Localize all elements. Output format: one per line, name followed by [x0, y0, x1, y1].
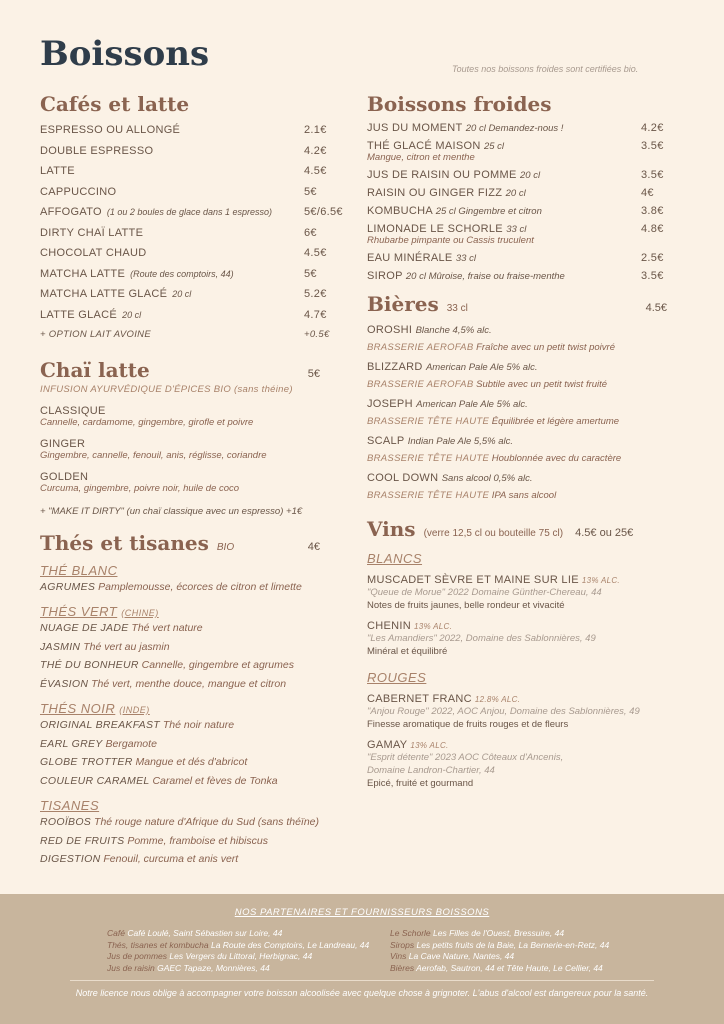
tea-name: GLOBE TROTTER — [40, 756, 133, 768]
item-detail: 20 cl Demandez-nous ! — [465, 123, 564, 134]
tea-group-origin: (CHINE) — [121, 608, 159, 618]
beer-item — [367, 324, 667, 353]
tea-item — [40, 578, 360, 597]
item-detail: (1 ou 2 boules de glace dans 1 espresso) — [106, 207, 272, 217]
item-line — [367, 122, 641, 134]
beer-brewery: BRASSERIE AEROFAB — [367, 342, 474, 353]
item-detail: 25 cl Gingembre et citron — [435, 206, 542, 217]
menu-item — [367, 140, 667, 163]
beer-style: American Pale Ale 5% alc. — [425, 362, 538, 373]
item-name — [40, 120, 304, 141]
item-label: CHOCOLAT CHAUD — [40, 247, 147, 259]
wine-name — [367, 574, 667, 586]
tea-name: ROOÏBOS — [40, 816, 92, 828]
item-name — [367, 122, 641, 134]
item-price: 4.2€ — [304, 144, 327, 157]
chai-name: GOLDEN — [40, 470, 89, 483]
menu-item — [40, 202, 360, 223]
chai-desc: Cannelle, cardamome, gingembre, girofle et poivre — [40, 416, 254, 428]
menu-item — [367, 223, 667, 246]
beer-taste: Houblonnée avec du caractère — [491, 453, 622, 464]
tea-desc: Thé rouge nature d'Afrique du Sud (sans théïne) — [94, 816, 320, 828]
tea-desc: Thé noir nature — [162, 719, 235, 731]
menu-item — [367, 122, 667, 134]
partner-name: La Route des Comptoirs, Le Landreau, 44 — [210, 939, 370, 950]
item-name — [367, 140, 641, 163]
item-price: 6€ — [304, 226, 317, 239]
beer-taste: IPA sans alcool — [491, 490, 557, 501]
tea-desc: Thé vert au jasmin — [83, 640, 170, 653]
beer-taste: Équilibrée et légère amertume — [491, 416, 620, 427]
partner-category: Jus de raisin — [107, 962, 155, 973]
right-column — [367, 92, 667, 790]
wine-label: GAMAY — [367, 739, 408, 751]
item-label: MATCHA LATTE GLACÉ — [40, 288, 168, 300]
beer-brewery-line — [367, 416, 667, 427]
tea-group-title — [40, 604, 360, 619]
item-line — [367, 223, 641, 235]
footer-divider — [70, 980, 654, 981]
tea-name: EARL GREY — [40, 737, 103, 750]
partners-footer — [0, 894, 724, 1024]
wine-item — [367, 620, 667, 658]
tea-name: DIGESTION — [40, 853, 101, 865]
item-price: 4.8€ — [641, 223, 664, 235]
wine-alcohol: 12.8% ALC. — [474, 695, 521, 704]
wine-alcohol: 13% ALC. — [413, 622, 453, 631]
tea-desc: Pamplemousse, écorces de citron et limette — [98, 580, 302, 593]
tea-desc: Caramel et fèves de Tonka — [152, 774, 278, 787]
item-detail: 33 cl — [506, 224, 527, 235]
menu-item — [40, 141, 360, 162]
item-name — [40, 325, 304, 346]
chai-desc: Curcuma, gingembre, poivre noir, huile de coco — [40, 482, 240, 494]
tea-item — [40, 753, 360, 772]
partner-category: Jus de pommes — [107, 951, 167, 961]
item-detail: 25 cl — [483, 141, 505, 152]
beer-name — [367, 435, 667, 447]
tea-item — [40, 675, 360, 694]
vins-list — [367, 551, 667, 790]
wine-alcohol: 13% ALC. — [581, 576, 620, 585]
wine-label: CABERNET FRANC — [367, 693, 472, 705]
beer-style: Indian Pale Ale 5,5% alc. — [407, 436, 514, 447]
item-price: 3.5€ — [641, 169, 664, 181]
partner-name: GAEC Tapaze, Monnières, 44 — [157, 962, 270, 973]
beer-brewery-line — [367, 490, 667, 501]
wine-name — [367, 739, 667, 751]
partner-name: Les Filles de l'Ouest, Bressuire, 44 — [433, 928, 565, 938]
menu-item — [40, 182, 360, 203]
tea-item — [40, 832, 360, 851]
page-title: Boissons — [40, 34, 210, 74]
tea-desc: Mangue et dés d'abricot — [135, 756, 248, 768]
menu-item — [40, 284, 360, 305]
tea-group-label: THÉS NOIR — [40, 701, 116, 716]
partner-row — [107, 940, 390, 952]
item-detail: (Route des comptoirs, 44) — [130, 268, 234, 279]
partner-row — [390, 951, 673, 963]
wine-origin: "Les Amandiers" 2022, Domaine des Sablonnières, 49 — [367, 633, 596, 644]
menu-item — [40, 325, 360, 346]
item-label: AFFOGATO — [40, 206, 102, 218]
item-label: THÉ GLACÉ MAISON — [367, 140, 481, 152]
tea-item — [40, 656, 360, 675]
item-line — [367, 205, 641, 217]
beer-brewery-line — [367, 453, 667, 464]
beer-label: BLIZZARD — [367, 361, 423, 373]
item-name — [40, 182, 304, 203]
item-name — [40, 264, 304, 285]
item-detail: 33 cl — [455, 253, 476, 264]
tea-item — [40, 850, 360, 869]
thes-heading: Thés et tisanes BIO 4€ — [40, 530, 320, 555]
bieres-size: 33 cl — [446, 303, 468, 314]
tea-name: NUAGE DE JADE — [40, 622, 129, 634]
item-label: RAISIN OU GINGER FIZZ — [367, 187, 503, 199]
item-detail: 20 cl — [122, 309, 142, 320]
wine-group-title: ROUGES — [367, 670, 427, 685]
beer-brewery: BRASSERIE TÊTE HAUTE — [367, 490, 490, 501]
item-label: JUS DU MOMENT — [367, 122, 463, 134]
beer-taste: Subtile avec un petit twist fruité — [476, 379, 608, 390]
wine-taste: Notes de fruits jaunes, belle rondeur et vivacité — [367, 600, 565, 611]
wine-origin: "Esprit détente" 2023 AOC Côteaux d'Ancenis, — [367, 752, 564, 763]
tea-name: THÉ DU BONHEUR — [40, 659, 139, 671]
beer-taste: Fraîche avec un petit twist poivré — [476, 342, 615, 353]
item-label: + OPTION LAIT AVOINE — [40, 329, 151, 340]
item-desc: Rhubarbe pimpante ou Cassis truculent — [367, 235, 534, 246]
tea-item — [40, 735, 360, 754]
item-label: LATTE — [40, 165, 75, 177]
wine-item — [367, 693, 667, 731]
thes-list — [40, 563, 360, 869]
menu-item — [367, 270, 667, 282]
beer-style: Blanche 4,5% alc. — [415, 325, 492, 336]
chai-name: CLASSIQUE — [40, 404, 106, 417]
tea-desc: Pomme, framboise et hibiscus — [127, 834, 268, 847]
partner-name: Aerofab, Sautron, 44 et Tête Haute, Le Cellier, 44 — [416, 962, 603, 973]
item-price: 5.2€ — [304, 288, 327, 300]
partner-category: Café — [107, 928, 125, 938]
item-price: +0.5€ — [304, 329, 330, 340]
item-price: 3.5€ — [641, 270, 664, 282]
item-name — [367, 169, 641, 181]
beer-name — [367, 361, 667, 373]
wine-taste: Minéral et équilibré — [367, 646, 448, 657]
beer-label: JOSEPH — [367, 398, 413, 410]
menu-item — [40, 223, 360, 244]
tea-name: RED DE FRUITS — [40, 834, 125, 847]
froides-heading: Boissons froides — [367, 92, 552, 116]
beer-item — [367, 435, 667, 464]
partner-row — [390, 940, 673, 952]
partners-right — [390, 928, 673, 974]
item-price: 5€/6.5€ — [304, 206, 343, 218]
beer-style: Sans alcool 0,5% alc. — [441, 473, 533, 484]
beer-name — [367, 472, 667, 484]
item-name — [367, 223, 641, 246]
organic-note: Toutes nos boissons froides sont certifiées bio. — [452, 64, 639, 74]
beer-brewery: BRASSERIE TÊTE HAUTE — [367, 416, 490, 427]
beer-style: American Pale Ale 5% alc. — [416, 399, 528, 410]
item-label: SIROP — [367, 270, 403, 282]
item-price: 4.2€ — [641, 122, 664, 134]
item-price: 5€ — [304, 267, 317, 280]
chai-list — [40, 405, 360, 494]
menu-item — [40, 161, 360, 182]
item-detail: 20 cl — [505, 188, 526, 199]
license-notice: Notre licence nous oblige à accompagner votre boisson alcoolisée avec quelque chose à grignoter. L'abus d'alcool est dangereux pour la santé. — [75, 988, 649, 998]
tea-group-label: THÉS VERT — [40, 604, 118, 619]
tea-item — [40, 716, 360, 735]
wine-taste: Epicé, fruité et gourmand — [367, 778, 474, 789]
tea-name: ORIGINAL BREAKFAST — [40, 719, 160, 731]
item-label: LATTE GLACÉ — [40, 308, 118, 321]
item-label: JUS DE RAISIN OU POMME — [367, 169, 517, 181]
menu-item — [367, 205, 667, 217]
item-detail: 20 cl — [519, 170, 541, 181]
tea-desc: Thé vert, menthe douce, mangue et citron — [91, 677, 287, 690]
tea-name: COULEUR CARAMEL — [40, 774, 150, 787]
item-name — [40, 141, 304, 162]
wine-taste: Finesse aromatique de fruits rouges et de fleurs — [367, 719, 569, 730]
beer-brewery: BRASSERIE TÊTE HAUTE — [367, 453, 490, 464]
cafes-heading: Cafés et latte — [40, 92, 190, 116]
item-price: 4.5€ — [304, 247, 327, 259]
cafes-list — [40, 120, 360, 346]
beer-item — [367, 398, 667, 427]
beer-label: OROSHI — [367, 324, 413, 336]
tea-group-label: THÉ BLANC — [40, 562, 118, 578]
tea-group-origin: (INDE) — [119, 705, 150, 715]
partner-name: Café Loulé, Saint Sébastien sur Loire, 44 — [127, 928, 283, 938]
tea-item — [40, 638, 360, 657]
wine-item — [367, 574, 667, 612]
thes-price: 4€ — [307, 540, 320, 553]
chai-item — [40, 405, 360, 428]
chai-subtitle: INFUSION AYURVÉDIQUE D'ÉPICES BIO (sans théine) — [40, 383, 293, 395]
wine-origin: "Queue de Morue" 2022 Domaine Günther-Chereau, 44 — [367, 587, 602, 598]
item-name — [40, 161, 304, 182]
item-detail: 20 cl — [172, 289, 192, 299]
beer-brewery-line — [367, 342, 667, 353]
item-label: CAPPUCCINO — [40, 185, 117, 198]
item-price: 4.5€ — [304, 165, 327, 177]
item-name — [367, 270, 641, 282]
tea-group-title — [40, 563, 360, 578]
item-name — [367, 205, 641, 217]
partner-category: Vins — [390, 951, 407, 961]
froides-list — [367, 122, 667, 282]
item-label: EAU MINÉRALE — [367, 252, 453, 264]
thes-tag: BIO — [216, 541, 235, 553]
item-line — [367, 140, 641, 152]
item-price: 3.5€ — [641, 140, 664, 152]
item-name — [367, 252, 641, 264]
item-line — [367, 270, 641, 282]
tea-desc: Cannelle, gingembre et agrumes — [141, 659, 294, 671]
tea-name: JASMIN — [40, 640, 81, 653]
item-line — [367, 187, 641, 199]
item-label: ESPRESSO OU ALLONGÉ — [40, 124, 181, 136]
wine-alcohol: 13% ALC. — [410, 741, 449, 750]
partner-category: Thés, tisanes et kombucha — [107, 939, 209, 950]
wine-item — [367, 739, 667, 790]
chai-item — [40, 438, 360, 461]
item-label: DIRTY CHAÏ LATTE — [40, 226, 144, 239]
item-price: 4€ — [641, 187, 654, 199]
tea-desc: Fenouil, curcuma et anis vert — [103, 853, 239, 865]
tea-group-title — [40, 798, 360, 813]
beer-label: SCALP — [367, 435, 405, 447]
partner-row — [107, 963, 390, 975]
beer-brewery-line — [367, 379, 667, 390]
item-line — [367, 252, 641, 264]
partners-left — [107, 928, 390, 974]
chai-item — [40, 471, 360, 494]
item-name — [367, 187, 641, 199]
tea-item — [40, 619, 360, 638]
beer-brewery: BRASSERIE AEROFAB — [367, 379, 474, 390]
partner-row — [390, 928, 673, 940]
tea-name: ÉVASION — [40, 677, 89, 690]
item-line — [367, 169, 641, 181]
item-label: MATCHA LATTE — [40, 267, 126, 280]
menu-item — [367, 169, 667, 181]
vins-price: 4.5€ ou 25€ — [575, 527, 634, 539]
vins-size: (verre 12,5 cl ou bouteille 75 cl) — [423, 528, 564, 539]
partner-name: Les petits fruits de la Baie, La Bernerie-en-Retz, 44 — [416, 939, 610, 950]
menu-item — [367, 252, 667, 264]
wine-origin: "Anjou Rouge" 2022, AOC Anjou, Domaine des Sablonnières, 49 — [367, 706, 640, 717]
partner-category: Bières — [390, 962, 415, 973]
item-price: 2.1€ — [304, 124, 327, 136]
partner-category: Sirops — [390, 939, 415, 950]
partner-row — [107, 951, 390, 963]
partner-row — [390, 963, 673, 975]
item-price: 4.7€ — [304, 308, 327, 321]
partners-heading: NOS PARTENAIRES ET FOURNISSEURS BOISSONS — [234, 907, 490, 918]
menu-item — [40, 264, 360, 285]
chai-price: 5€ — [307, 367, 320, 380]
menu-item — [40, 305, 360, 326]
vins-heading: Vins (verre 12,5 cl ou bouteille 75 cl) 4.5€ ou 25€ — [367, 517, 634, 541]
tea-item — [40, 772, 360, 791]
partner-category: Le Schorle — [390, 928, 431, 938]
chai-heading: Chaï latte 5€ — [40, 357, 320, 382]
tea-name: AGRUMES — [40, 580, 96, 593]
tea-item — [40, 813, 360, 832]
wine-name — [367, 693, 667, 705]
item-label: KOMBUCHA — [367, 205, 433, 217]
beer-name — [367, 398, 667, 410]
chai-desc: Gingembre, cannelle, fenouil, anis, réglisse, coriandre — [40, 449, 267, 461]
item-name — [40, 223, 304, 244]
wine-origin: Domaine Landron-Chartier, 44 — [367, 765, 495, 776]
item-name — [40, 284, 304, 305]
wine-label: MUSCADET SÈVRE ET MAINE SUR LIE — [367, 574, 579, 586]
item-price: 2.5€ — [641, 252, 664, 264]
tea-desc: Bergamote — [105, 737, 157, 750]
beer-label: COOL DOWN — [367, 472, 439, 484]
item-name — [40, 305, 304, 326]
beer-item — [367, 472, 667, 501]
item-label: DOUBLE ESPRESSO — [40, 144, 154, 157]
beer-name — [367, 324, 667, 336]
menu-item — [367, 187, 667, 199]
tea-desc: Thé vert nature — [131, 622, 203, 634]
item-price: 3.8€ — [641, 205, 664, 217]
item-detail: 20 cl Mûroise, fraise ou fraise-menthe — [405, 271, 565, 282]
beer-item — [367, 361, 667, 390]
wine-group-title: BLANCS — [367, 551, 423, 566]
partner-row — [107, 928, 390, 940]
wine-label: CHENIN — [367, 620, 411, 632]
bieres-price: 4.5€ — [645, 302, 667, 314]
partner-name: La Cave Nature, Nantes, 44 — [408, 951, 515, 961]
menu-item — [40, 243, 360, 264]
chai-name: GINGER — [40, 437, 86, 450]
partner-name: Les Vergers du Littoral, Herbignac, 44 — [169, 951, 313, 961]
menu-item — [40, 120, 360, 141]
item-name — [40, 202, 304, 223]
chai-extra: + "MAKE IT DIRTY" (un chaï classique avec un espresso) +1€ — [40, 505, 303, 517]
item-label: LIMONADE LE SCHORLE — [367, 223, 503, 235]
bieres-heading: Bières 33 cl 4.5€ — [367, 292, 667, 316]
item-name — [40, 243, 304, 264]
tea-group-label: TISANES — [40, 798, 100, 813]
wine-name — [367, 620, 667, 632]
item-desc: Mangue, citron et menthe — [367, 152, 475, 163]
tea-group-title — [40, 701, 360, 716]
left-column — [40, 92, 360, 869]
item-price: 5€ — [304, 185, 317, 198]
bieres-list — [367, 324, 667, 501]
